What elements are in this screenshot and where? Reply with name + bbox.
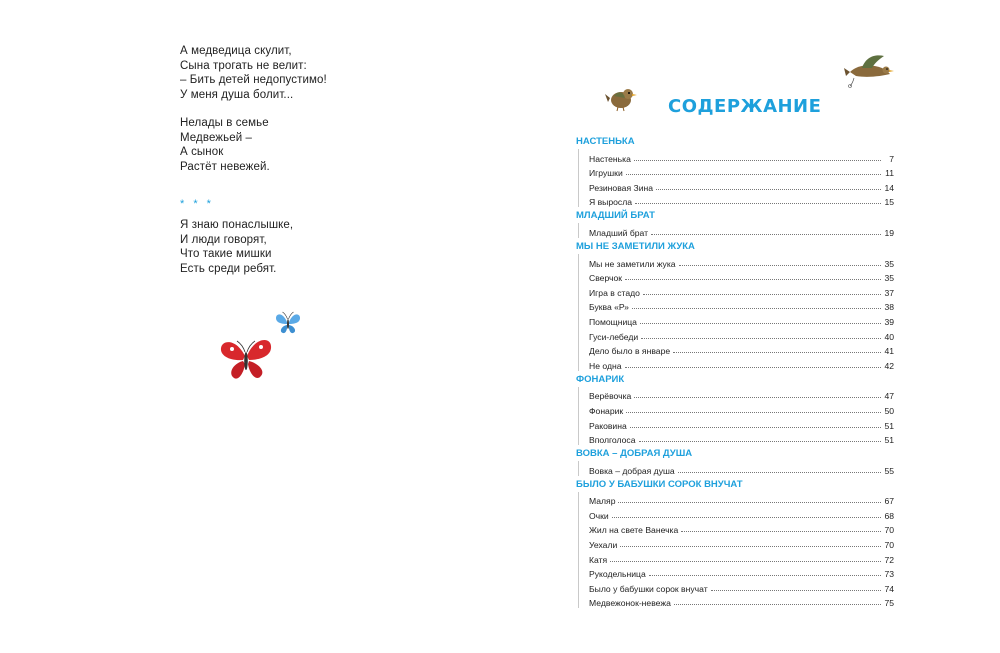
poem-line: – Бить детей недопустимо! [180, 74, 327, 87]
toc-page-number: 41 [884, 346, 894, 357]
toc-page-number: 39 [884, 316, 894, 327]
toc-entry-title: Буква «Р» [589, 302, 629, 313]
toc-section-title: ФОНАРИК [576, 373, 625, 385]
toc-entry [589, 461, 894, 476]
toc-entry-title: Рукодельница [589, 569, 646, 580]
toc-leader-dots [612, 517, 881, 518]
toc-leader-dots [651, 234, 881, 235]
poem-line: Есть среди ребят. [180, 262, 277, 275]
toc-page-number: 68 [884, 510, 894, 521]
blue-butterfly-icon [274, 310, 302, 336]
toc-leader-dots [625, 367, 881, 368]
poem-line: Что такие мишки [180, 248, 272, 261]
toc-entry [589, 401, 894, 416]
toc-entry-title: Помощница [589, 316, 637, 327]
toc-entry-title: Жил на свете Ванечка [589, 525, 679, 536]
toc-entries [578, 387, 894, 445]
toc-entry [589, 178, 894, 193]
toc-entry [589, 431, 894, 446]
toc-entry-title: Катя [589, 554, 608, 565]
poem-line: Растёт невежей. [180, 160, 270, 173]
toc-page-number: 15 [884, 197, 894, 208]
toc-section [576, 207, 894, 238]
toc-page-number: 51 [884, 420, 894, 431]
toc-entry [589, 521, 894, 536]
toc-page-number: 7 [889, 153, 894, 164]
page-title: СОДЕРЖАНИЕ [668, 96, 822, 117]
poem-line: И люди говорят, [180, 233, 267, 246]
toc-entry [589, 269, 894, 284]
poem-line: А сынок [180, 146, 224, 159]
toc-leader-dots [640, 323, 881, 324]
poem-line: Медвежьей – [180, 131, 253, 144]
toc-entry-title: Сверчок [589, 273, 623, 284]
toc-entries [578, 149, 894, 207]
toc-page-number: 51 [884, 435, 894, 446]
toc-page-number: 40 [884, 331, 894, 342]
toc-page-number: 42 [884, 360, 894, 371]
toc-leader-dots [625, 279, 881, 280]
toc-entry [589, 579, 894, 594]
toc-entry [589, 342, 894, 357]
toc-entries [578, 223, 894, 238]
toc-section [576, 371, 894, 445]
toc-leader-dots [634, 160, 881, 161]
toc-entry-title: Мы не заметили жука [589, 258, 676, 269]
toc-page-number: 55 [884, 465, 894, 476]
toc-section [576, 133, 894, 207]
toc-page-number: 19 [884, 227, 894, 238]
toc-page-number: 70 [884, 540, 894, 551]
toc-section [576, 238, 894, 371]
sparrow-icon [604, 84, 638, 112]
toc-entry [589, 387, 894, 402]
toc-page-number: 35 [884, 273, 894, 284]
toc-leader-dots [639, 441, 882, 442]
toc-entry-title: Уехали [589, 540, 618, 551]
toc-entry [589, 356, 894, 371]
toc-page-number: 73 [884, 569, 894, 580]
toc-entry-title: Маляр [589, 496, 616, 507]
toc-entries [578, 461, 894, 476]
toc-entry-title: Гуси-лебеди [589, 331, 639, 342]
toc-page-number: 70 [884, 525, 894, 536]
toc-entry-title: Медвежонок-невежа [589, 598, 671, 609]
toc-leader-dots [626, 412, 881, 413]
toc-leader-dots [643, 294, 881, 295]
toc-entry-title: Я выросла [589, 197, 632, 208]
toc-entry [589, 327, 894, 342]
toc-leader-dots [610, 561, 881, 562]
toc-leader-dots [679, 265, 881, 266]
toc-entry [589, 164, 894, 179]
toc-leader-dots [681, 531, 881, 532]
toc-entry-title: Вовка – добрая душа [589, 465, 675, 476]
toc-entry-title: Фонарик [589, 405, 624, 416]
toc-leader-dots [634, 397, 881, 398]
poem-line: А медведица скулит, [180, 45, 292, 57]
poem-stanza-3 [180, 218, 293, 276]
toc-page-number: 74 [884, 583, 894, 594]
toc-entry [589, 312, 894, 327]
right-page [500, 0, 1000, 653]
toc-entry-title: Игрушки [589, 168, 623, 179]
toc-entry-title: Не одна [589, 360, 622, 371]
flying-bird-icon [844, 52, 894, 88]
toc-leader-dots [635, 203, 881, 204]
toc-page-number: 11 [885, 168, 894, 179]
toc-leader-dots [674, 604, 881, 605]
toc-entry-title: Настенька [589, 153, 631, 164]
toc-leader-dots [656, 189, 881, 190]
toc-entry [589, 506, 894, 521]
poem-stanza-2 [180, 116, 270, 174]
poem-stanza-1 [180, 44, 327, 102]
toc-page-number: 67 [884, 496, 894, 507]
poem-line: Сына трогать не велит: [180, 59, 307, 72]
toc-page-number: 35 [884, 258, 894, 269]
toc-entries [578, 254, 894, 371]
toc-entry [589, 492, 894, 507]
toc-leader-dots [678, 472, 881, 473]
toc-leader-dots [618, 502, 881, 503]
toc-leader-dots [632, 308, 881, 309]
toc-entry [589, 298, 894, 313]
toc-entry [589, 149, 894, 164]
toc-page-number: 14 [884, 182, 894, 193]
toc-section-title: НАСТЕНЬКА [576, 136, 635, 147]
toc-entry-title: Раковина [589, 420, 627, 431]
toc-leader-dots [649, 575, 881, 576]
toc-page-number: 72 [884, 554, 894, 565]
toc-entry-title: Верёвочка [589, 391, 632, 402]
toc-entry-title: Вполголоса [589, 435, 636, 446]
toc-entry-title: Младший брат [589, 227, 649, 238]
toc-section [576, 476, 894, 609]
toc-page-number: 75 [884, 598, 894, 609]
toc-entry [589, 193, 894, 208]
toc-entry [589, 565, 894, 580]
toc-leader-dots [626, 174, 881, 175]
toc-entry-title: Игра в стадо [589, 287, 640, 298]
toc-entry [589, 535, 894, 550]
toc-section-title: МЫ НЕ ЗАМЕТИЛИ ЖУКА [576, 240, 695, 252]
toc-leader-dots [673, 352, 881, 353]
toc-leader-dots [711, 590, 881, 591]
toc-entry [589, 254, 894, 269]
toc-section-title: МЛАДШИЙ БРАТ [576, 210, 655, 222]
toc-section-title: БЫЛО У БАБУШКИ СОРОК ВНУЧАТ [576, 478, 743, 490]
poem-separator: * * * [180, 198, 214, 210]
toc-entry [589, 283, 894, 298]
toc-entry-title: Дело было в январе [589, 346, 671, 357]
poem-line: Я знаю понаслышке, [180, 219, 294, 231]
toc-section-title: ВОВКА – ДОБРАЯ ДУША [576, 448, 693, 460]
table-of-contents [576, 133, 894, 608]
poem-line: У меня душа болит... [180, 88, 294, 101]
toc-entry [589, 550, 894, 565]
toc-entry-title: Очки [589, 510, 609, 521]
toc-page-number: 38 [884, 302, 894, 313]
toc-page-number: 50 [884, 405, 894, 416]
toc-entry-title: Было у бабушки сорок внучат [589, 583, 708, 594]
toc-leader-dots [620, 546, 881, 547]
toc-page-number: 47 [884, 391, 894, 402]
toc-leader-dots [641, 338, 881, 339]
poem-line: Нелады в семье [180, 117, 269, 129]
red-butterfly-icon [218, 334, 274, 384]
toc-entry [589, 594, 894, 609]
toc-page-number: 37 [884, 287, 894, 298]
toc-leader-dots [630, 427, 881, 428]
toc-entry-title: Резиновая Зина [589, 182, 654, 193]
toc-entry [589, 416, 894, 431]
toc-entry [589, 223, 894, 238]
toc-section [576, 445, 894, 476]
toc-entries [578, 492, 894, 609]
